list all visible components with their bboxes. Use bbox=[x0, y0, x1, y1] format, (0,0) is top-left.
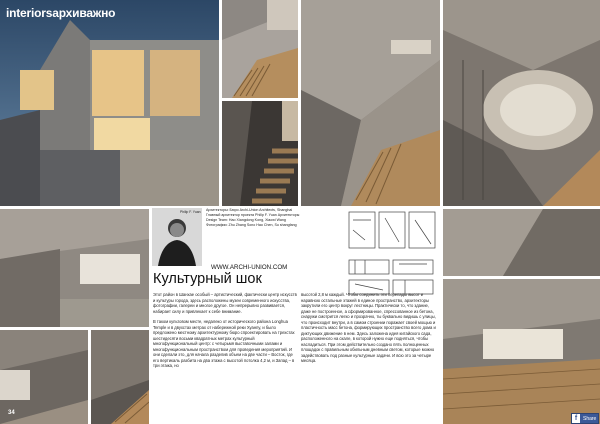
article-column-1 bbox=[153, 292, 299, 374]
magazine-brand: interiorsархиважно bbox=[6, 6, 116, 20]
portrait-caption: Philip F. Yuan bbox=[180, 210, 201, 214]
article-title: Культурный шок bbox=[153, 271, 262, 287]
website-link[interactable]: WWW.ARCHI-UNION.COM bbox=[211, 264, 288, 271]
paragraph: В таком культовом месте, недалеко от исторического района Longhua Temple и в двухстах метрах от набережной реки Хуанпу, и было предложено местному архитектурному бюро спроектировать на трехстах шестидесяти восьми квадратных метрах культурный многофункциональный центр: с четырьмя выставочными залами и многофункциональным пространством для проведения мероприятий. И они сделали это, для начала разделив объем на две части – Восток, где его вертикаль разбита на два этажа с высотой потолка 4,2 м, и Запад – в три этажа, но bbox=[153, 319, 295, 368]
interior-photo-center bbox=[301, 0, 440, 206]
floor-plans bbox=[345, 210, 437, 300]
stairs-photo-top bbox=[222, 0, 298, 98]
interior-photo-right-bottom bbox=[443, 279, 600, 424]
stairs-photo-middle bbox=[222, 101, 298, 206]
page-number: 34 bbox=[8, 410, 15, 416]
project-credits: Архитекторы: Бюро Archi-Union Architects, Shanghai Главный архитектор проекта Philip F. Yuan Архитекторы Design Team: Hao Xiangdong Kong, Xiaowi Wang Фотографии: Zhu Zhang Sono Hao Chen, Su shangfang bbox=[206, 208, 300, 228]
facebook-icon: f bbox=[572, 414, 580, 423]
article-column-2 bbox=[301, 292, 439, 369]
exterior-photo bbox=[0, 0, 219, 206]
paragraph: высотой 2,8 м каждый. Чтобы соединить эти перепады высот и наравною остальные этажей в единое пространство, архитекторы закрутили его центр вокруг лестницы. Практически то, что здание, даже не построенное, а сформированное, спрессованное из бетона, снаружи смотрится легко и прозрачно, ты буквально видишь с улицы, что происходит внутри, а в самом строении поражает своей мощью и пластичность масс бетона, формирующих пространство всего дома и диктующих движение в нем. Здесь заложена идея китайского сада, расположенного на скале, в которой нужно еще подняться, чтобы насладиться. При этом действительно создано пять полноценных площадок с правильным обильным дневным светом, которые можно задействовать под разные культурные задачи. И всю это за четыре месяца. bbox=[301, 292, 436, 363]
facebook-share-button[interactable] bbox=[571, 413, 599, 424]
interior-photo-right-top bbox=[443, 0, 600, 206]
paragraph: Этот район в Шанхае особый – артистический, фактически центр искусств и культуры города, здесь расположены музеи современного искусства, фотографии, галереи и многое другое. Он непрерывно развивается, набирает силу и привлекает к себе внимание. bbox=[153, 292, 297, 314]
share-label: Share bbox=[583, 415, 597, 422]
architect-portrait bbox=[152, 208, 202, 266]
interior-photo-right-mid bbox=[443, 209, 600, 276]
interior-photo-bottom-center bbox=[91, 330, 149, 424]
interior-photo-left-mid bbox=[0, 209, 149, 327]
